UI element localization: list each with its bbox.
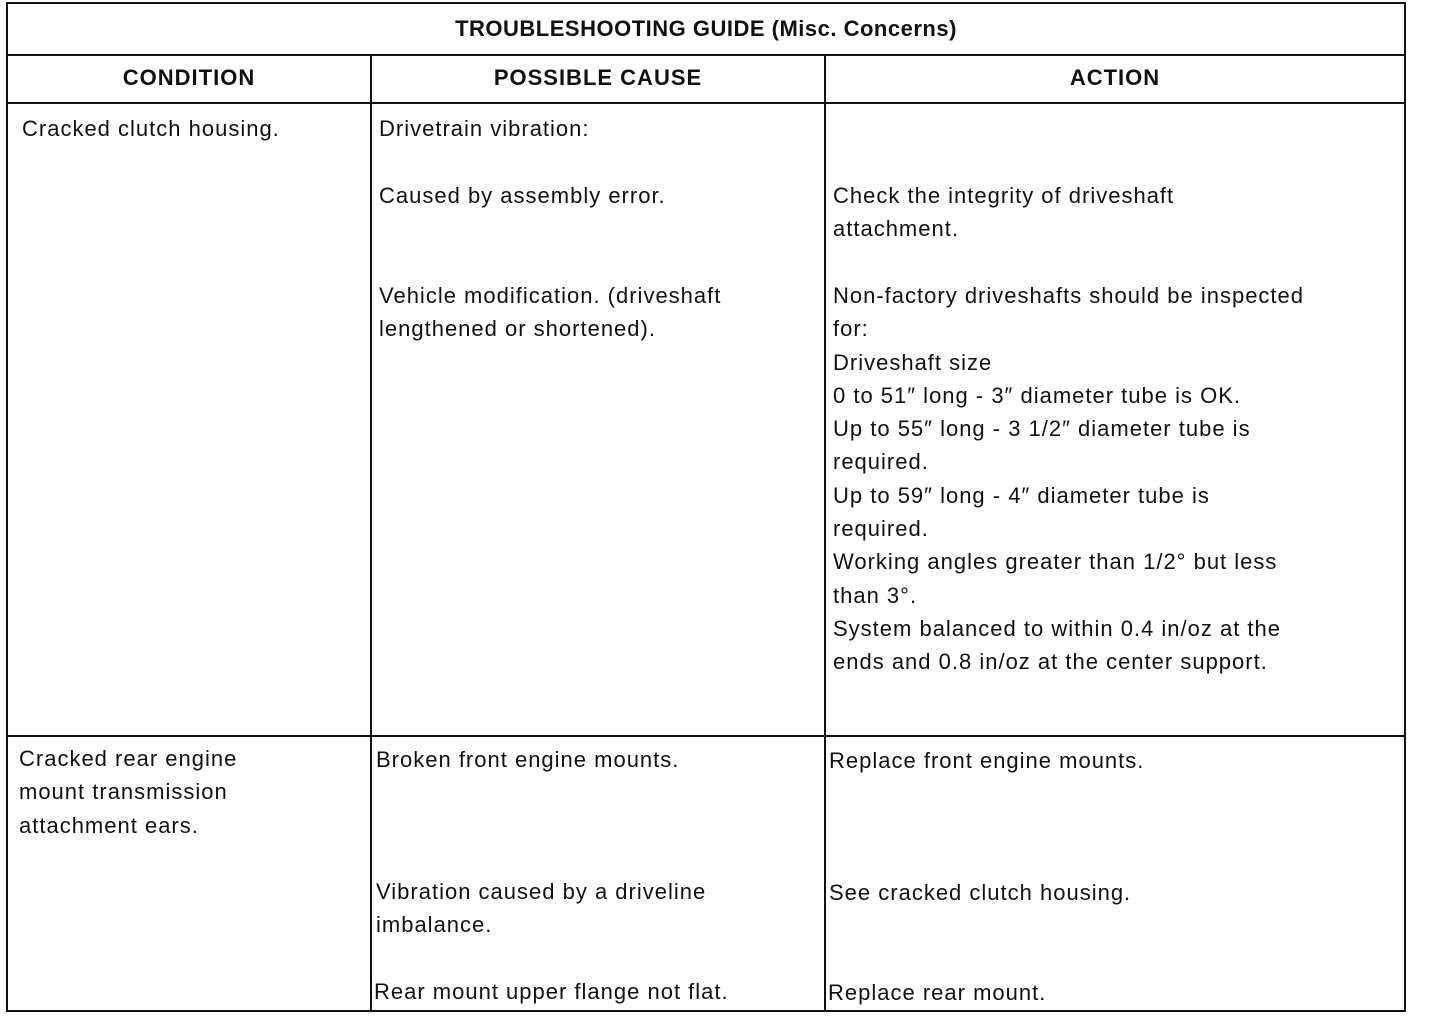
cause-line: Vibration caused by a driveline bbox=[376, 879, 707, 904]
action-line: required. bbox=[833, 516, 929, 542]
action-line: Non-factory driveshafts should be inspected bbox=[833, 283, 1305, 308]
action-cell bbox=[829, 876, 1131, 909]
action-line: Driveshaft size bbox=[833, 349, 993, 375]
action-line: required. bbox=[833, 449, 929, 475]
action-line: Replace front engine mounts. bbox=[829, 748, 1145, 773]
table-title: TROUBLESHOOTING GUIDE (Misc. Concerns) bbox=[8, 4, 1404, 56]
action-line: Up to 59″ long - 4″ diameter tube is bbox=[833, 482, 1210, 508]
cause-cell bbox=[379, 112, 590, 145]
cause-cell bbox=[379, 179, 666, 212]
action-cell bbox=[833, 179, 1174, 246]
condition-line: attachment ears. bbox=[19, 812, 199, 838]
action-line: System balanced to within 0.4 in/oz at the bbox=[833, 615, 1282, 641]
cause-line: lengthened or shortened). bbox=[379, 316, 656, 342]
action-cell bbox=[833, 279, 1304, 679]
column-divider bbox=[824, 54, 826, 1010]
troubleshooting-table bbox=[6, 2, 1406, 1012]
action-line: See cracked clutch housing. bbox=[829, 880, 1132, 905]
action-line: 0 to 51″ long - 3″ diameter tube is OK. bbox=[833, 382, 1241, 408]
header-possible-cause: POSSIBLE CAUSE bbox=[493, 65, 703, 90]
header-condition: CONDITION bbox=[122, 65, 256, 90]
action-line: than 3°. bbox=[833, 582, 918, 608]
row-divider bbox=[8, 735, 1404, 737]
cause-cell bbox=[379, 279, 721, 346]
condition-line: Cracked clutch housing. bbox=[22, 116, 280, 141]
condition-line: Cracked rear engine bbox=[19, 746, 238, 771]
cause-line: Caused by assembly error. bbox=[379, 183, 666, 208]
condition-line: mount transmission bbox=[19, 779, 228, 805]
cause-line: Drivetrain vibration: bbox=[379, 116, 590, 141]
cause-line: Rear mount upper flange not flat. bbox=[374, 979, 729, 1004]
action-line: Working angles greater than 1/2° but less bbox=[833, 549, 1278, 575]
cause-cell bbox=[376, 875, 706, 942]
cause-line: imbalance. bbox=[376, 912, 493, 938]
action-line: ends and 0.8 in/oz at the center support. bbox=[833, 649, 1268, 675]
action-line: Up to 55″ long - 3 1/2″ diameter tube is bbox=[833, 416, 1251, 442]
condition-cell bbox=[19, 742, 237, 842]
condition-cell bbox=[22, 112, 280, 145]
header-row bbox=[8, 54, 1404, 104]
cause-cell bbox=[376, 743, 679, 776]
header-action: ACTION bbox=[1069, 65, 1161, 90]
cause-line: Broken front engine mounts. bbox=[376, 747, 680, 772]
action-line: attachment. bbox=[833, 216, 959, 242]
cause-line: Vehicle modification. (driveshaft bbox=[379, 283, 722, 308]
column-divider bbox=[370, 54, 372, 1010]
action-cell bbox=[829, 744, 1144, 777]
action-line: for: bbox=[833, 316, 869, 342]
cause-cell bbox=[374, 975, 729, 1008]
action-line: Replace rear mount. bbox=[828, 980, 1047, 1005]
action-line: Check the integrity of driveshaft bbox=[833, 183, 1175, 208]
action-cell bbox=[828, 976, 1046, 1009]
